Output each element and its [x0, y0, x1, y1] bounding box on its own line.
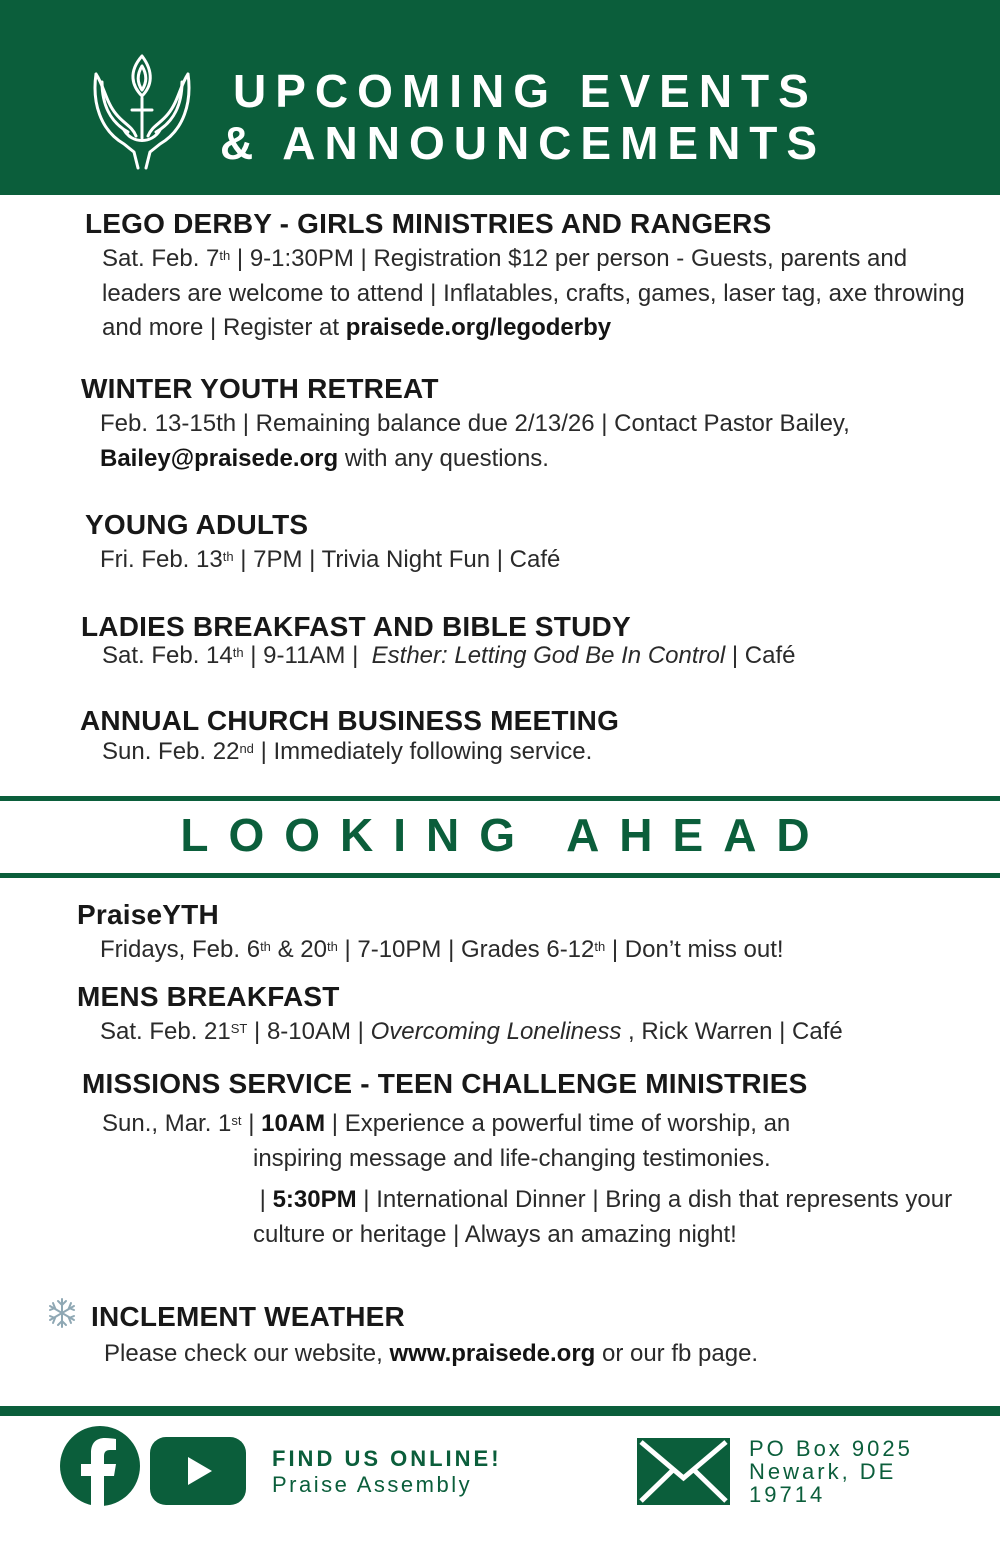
date-suffix: nd [239, 741, 254, 756]
facebook-icon[interactable] [59, 1425, 141, 1507]
youtube-icon[interactable] [150, 1437, 246, 1505]
separator: | [241, 1110, 262, 1137]
date-suffix: th [222, 549, 234, 564]
date-suffix: th [260, 939, 271, 954]
date-suffix: th [232, 645, 244, 660]
item-description: | International Dinner | Bring a dish that represents your culture or heritage | Always an amazing night! [253, 1186, 953, 1248]
event-details [85, 242, 975, 346]
event-date: Sat. Feb. 14 [102, 642, 233, 669]
item-note: | Don’t miss out! [605, 936, 784, 963]
event-title: YOUNG ADULTS [85, 509, 309, 540]
item-time-grades: | 7-10PM | Grades 6-12 [337, 936, 595, 963]
event-date: Fri. Feb. 13 [100, 546, 223, 573]
event-ladies-breakfast [81, 611, 981, 674]
event-description: | Immediately following service. [253, 738, 593, 765]
item-title: MISSIONS SERVICE - TEEN CHALLENGE MINISTRIES [82, 1068, 808, 1099]
event-young-adults [85, 509, 965, 578]
item-date: Sun., Mar. 1 [102, 1110, 232, 1137]
looking-ahead-heading: LOOKING AHEAD [180, 809, 830, 861]
item-title: MENS BREAKFAST [77, 981, 340, 1012]
item-details-evening [82, 1183, 972, 1252]
event-title: LEGO DERBY - GIRLS MINISTRIES AND RANGERS [85, 208, 772, 239]
event-details [81, 639, 981, 674]
item-inclement-weather [91, 1301, 981, 1372]
study-title: Overcoming Loneliness [370, 1018, 622, 1045]
item-date-2: & 20 [270, 936, 327, 963]
event-date: Sat. Feb. 7 [102, 245, 220, 272]
website-link[interactable]: www.praisede.org [389, 1340, 596, 1367]
item-time-morning: 10AM [261, 1110, 326, 1137]
event-winter-youth-retreat [81, 373, 961, 476]
item-author-location: , Rick Warren | Café [621, 1018, 843, 1045]
event-title: WINTER YOUTH RETREAT [81, 373, 439, 404]
event-details [85, 543, 965, 578]
registration-link[interactable]: praisede.org/legoderby [345, 314, 612, 341]
grade-suffix: th [594, 939, 606, 954]
find-us-online [272, 1446, 502, 1498]
address-line3: 19714 [749, 1482, 826, 1507]
header-title-line1: UPCOMING EVENTS [233, 65, 818, 117]
date-suffix: st [231, 1113, 242, 1128]
event-description-end: with any questions. [338, 444, 549, 472]
date-suffix: th [326, 939, 338, 954]
separator: | [253, 1186, 273, 1213]
item-details-morning [82, 1106, 972, 1141]
dove-hands-cross-logo-icon [88, 52, 196, 174]
event-description: | 9-1:30PM | Registration $12 per person - Guests, parents and leaders are welcome to attend | Inflatables, crafts, games, laser tag, axe throwing and more | Register at [102, 245, 965, 341]
item-date: Fridays, Feb. 6 [100, 936, 261, 963]
item-details [77, 933, 977, 968]
item-title: PraiseYTH [77, 899, 219, 930]
item-details [91, 1337, 981, 1372]
event-description: | 7PM | Trivia Night Fun | Café [233, 546, 561, 573]
header-banner [0, 0, 1000, 195]
item-description: Please check our website, [104, 1340, 390, 1367]
event-location: | Café [725, 642, 796, 669]
address-line1: PO Box 9025 [749, 1436, 913, 1461]
item-description-end: or our fb page. [595, 1340, 759, 1367]
event-time: | 9-11AM | [243, 642, 372, 669]
study-title: Esther: Letting God Be In Control [371, 642, 726, 669]
date-suffix: ST [230, 1021, 248, 1036]
event-title: ANNUAL CHURCH BUSINESS MEETING [80, 705, 620, 736]
date-suffix: th [219, 248, 231, 263]
contact-email-link[interactable]: Bailey@praisede.org [100, 444, 339, 472]
divider-top [0, 796, 1000, 801]
item-details [77, 1015, 977, 1050]
item-time-evening: 5:30PM [272, 1186, 357, 1213]
item-mens-breakfast [77, 981, 977, 1050]
event-title: LADIES BREAKFAST AND BIBLE STUDY [81, 611, 631, 642]
event-date: Sun. Feb. 22 [102, 738, 240, 765]
address-line2: Newark, DE [749, 1459, 897, 1484]
item-title: INCLEMENT WEATHER [91, 1301, 405, 1332]
item-description: | Experience a powerful time of worship, an [325, 1110, 791, 1137]
event-annual-business-meeting [80, 705, 980, 770]
church-name: Praise Assembly [272, 1472, 473, 1497]
mail-icon [637, 1438, 730, 1505]
item-date: Sat. Feb. 21 [100, 1018, 231, 1045]
item-praiseyth [77, 899, 977, 968]
event-lego-derby [85, 208, 975, 346]
event-details [80, 735, 980, 770]
mailing-address [749, 1437, 913, 1506]
divider-bottom [0, 873, 1000, 878]
header-title-line2: & ANNOUNCEMENTS [220, 117, 827, 169]
snowflake-icon [46, 1297, 78, 1329]
event-details [81, 407, 901, 476]
item-missions-service [82, 1068, 972, 1252]
find-us-label: FIND US ONLINE! [272, 1446, 502, 1471]
footer-divider [0, 1406, 1000, 1416]
item-details-morning-cont: inspiring message and life-changing testimonies. [253, 1145, 771, 1172]
item-time: | 8-10AM | [247, 1018, 371, 1045]
event-description: Feb. 13-15th | Remaining balance due 2/13/26 | Contact Pastor Bailey, [100, 410, 850, 437]
